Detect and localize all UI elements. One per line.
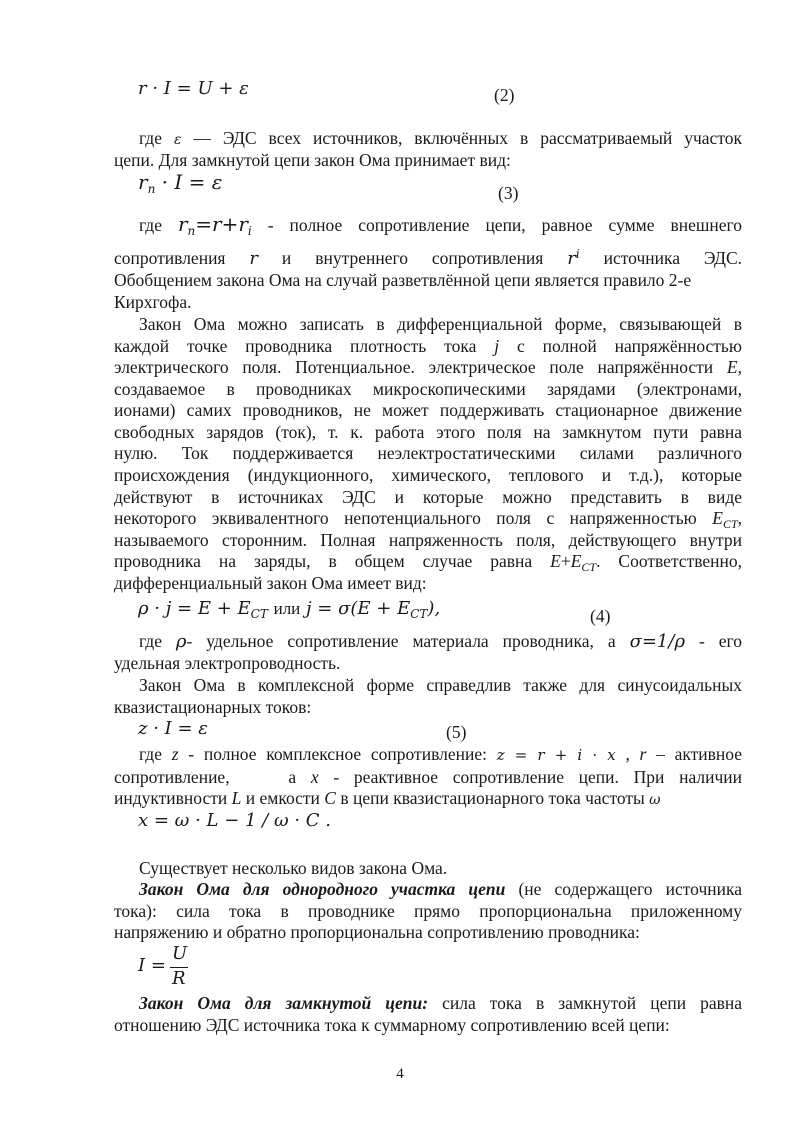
text-line: проводника на заряды, в общем случае равна $E+E_{CT}$. Соответственно, [114,551,743,574]
text-line: цепи. Для замкнутой цепи закон Ома принимает вид: [114,150,511,170]
text-line: некоторого эквивалентного непотенциального поля с напряженностью $E_{CT}$, [114,508,742,531]
text-line: происхождения (индукционного, химического, теплового и т.д.), которые [114,465,742,485]
equation-4-number: (4) [590,606,611,626]
text-line: дифференциальный закон Ома имеет вид: [114,573,427,593]
text-line: напряжению и обратно пропорциональна сопротивлению проводника: [114,922,640,942]
text-line: ионами) самих проводников, не может поддерживать стационарное движение [114,400,742,420]
text-line: где $r_n=r+r_i$ - полное сопротивление цепи, равное сумме внешнего [139,212,742,238]
text-line [114,879,742,901]
text-line: где z - полное комплексное сопротивление: z = r + i · x , r – активное [139,744,742,764]
text-line: Обобщением закона Ома на случай разветвлённой цепи является правило 2-е [114,270,692,290]
text-line: квазистационарных токов: [114,697,312,717]
text-line: Существует несколько видов закона Ома. [139,858,448,878]
equation-7-denominator: R [172,968,186,989]
page-number: 4 [396,1066,404,1082]
text-line: создаваемое в проводниках микроскопическими зарядами (электронами, [114,379,742,399]
text-line: сопротивления r и внутреннего сопротивления $r^i$ источника ЭДС. [114,247,742,269]
text-line: свободных зарядов (ток), т. к. работа этого поля на замкнутом пути равна [114,422,742,442]
text-line: где ρ- удельное сопротивление материала проводника, а σ=1/ρ - его [139,631,742,652]
text-line: Закон Ома в комплексной форме справедлив также для синусоидальных [139,675,742,695]
equation-3-number: (3) [498,183,519,203]
text-line: удельная электропроводность. [114,653,341,673]
text-line: Закон Ома можно записать в дифференциальной форме, связывающей в [139,314,742,334]
equation-4: $\rho \cdot j = E + E_{CT}$ или $j = \sigma(E + E_{CT})$, [138,598,441,621]
equation-6: x = ω · L − 1 / ω · C . [138,810,332,831]
text-line: тока): сила тока в проводнике прямо пропорциональна приложенному [114,901,742,921]
equation-7-numerator: U [172,943,188,964]
equation-2: r · I = U + ε [138,78,249,99]
text-line: действуют в источниках ЭДС и которые можно представить в виде [114,487,742,507]
text-span: (не содержащего источника [505,879,742,899]
text-line: где ε — ЭДС всех источников, включённых в рассматриваемый участок [139,128,742,148]
text-line [114,993,742,1015]
text-line: Кирхгофа. [114,292,192,312]
text-span: сила тока в замкнутой цепи равна [428,993,743,1013]
equation-5-number: (5) [446,722,467,742]
equation-2-number: (2) [494,85,515,105]
text-line: отношению ЭДС источника тока к суммарному сопротивлению всей цепи: [114,1015,670,1035]
text-line: сопротивление, а x - реактивное сопротивление цепи. При наличии [114,767,742,787]
text-line: нулю. Ток поддерживается неэлектростатическими силами различного [114,443,742,463]
text-line: каждой точке проводника плотность тока j с полной напряжённостью [114,336,742,356]
text-line: называемого сторонним. Полная напряженность поля, действующего внутри [114,530,742,550]
equation-3: $r_n \cdot I = \varepsilon$ [138,170,223,196]
law-title-homogeneous: Закон Ома для однородного участка цепи [139,879,506,899]
law-title-closed-circuit: Закон Ома для замкнутой цепи: [139,993,429,1013]
text-line: индуктивности L и емкости C в цепи квазистационарного тока частоты ω [114,788,661,808]
text-line: электрического поля. Потенциальное. электрическое поле напряжённости E, [114,357,742,377]
equation-7-lhs: I = [138,955,166,976]
equation-5: z · I = ε [138,718,208,739]
